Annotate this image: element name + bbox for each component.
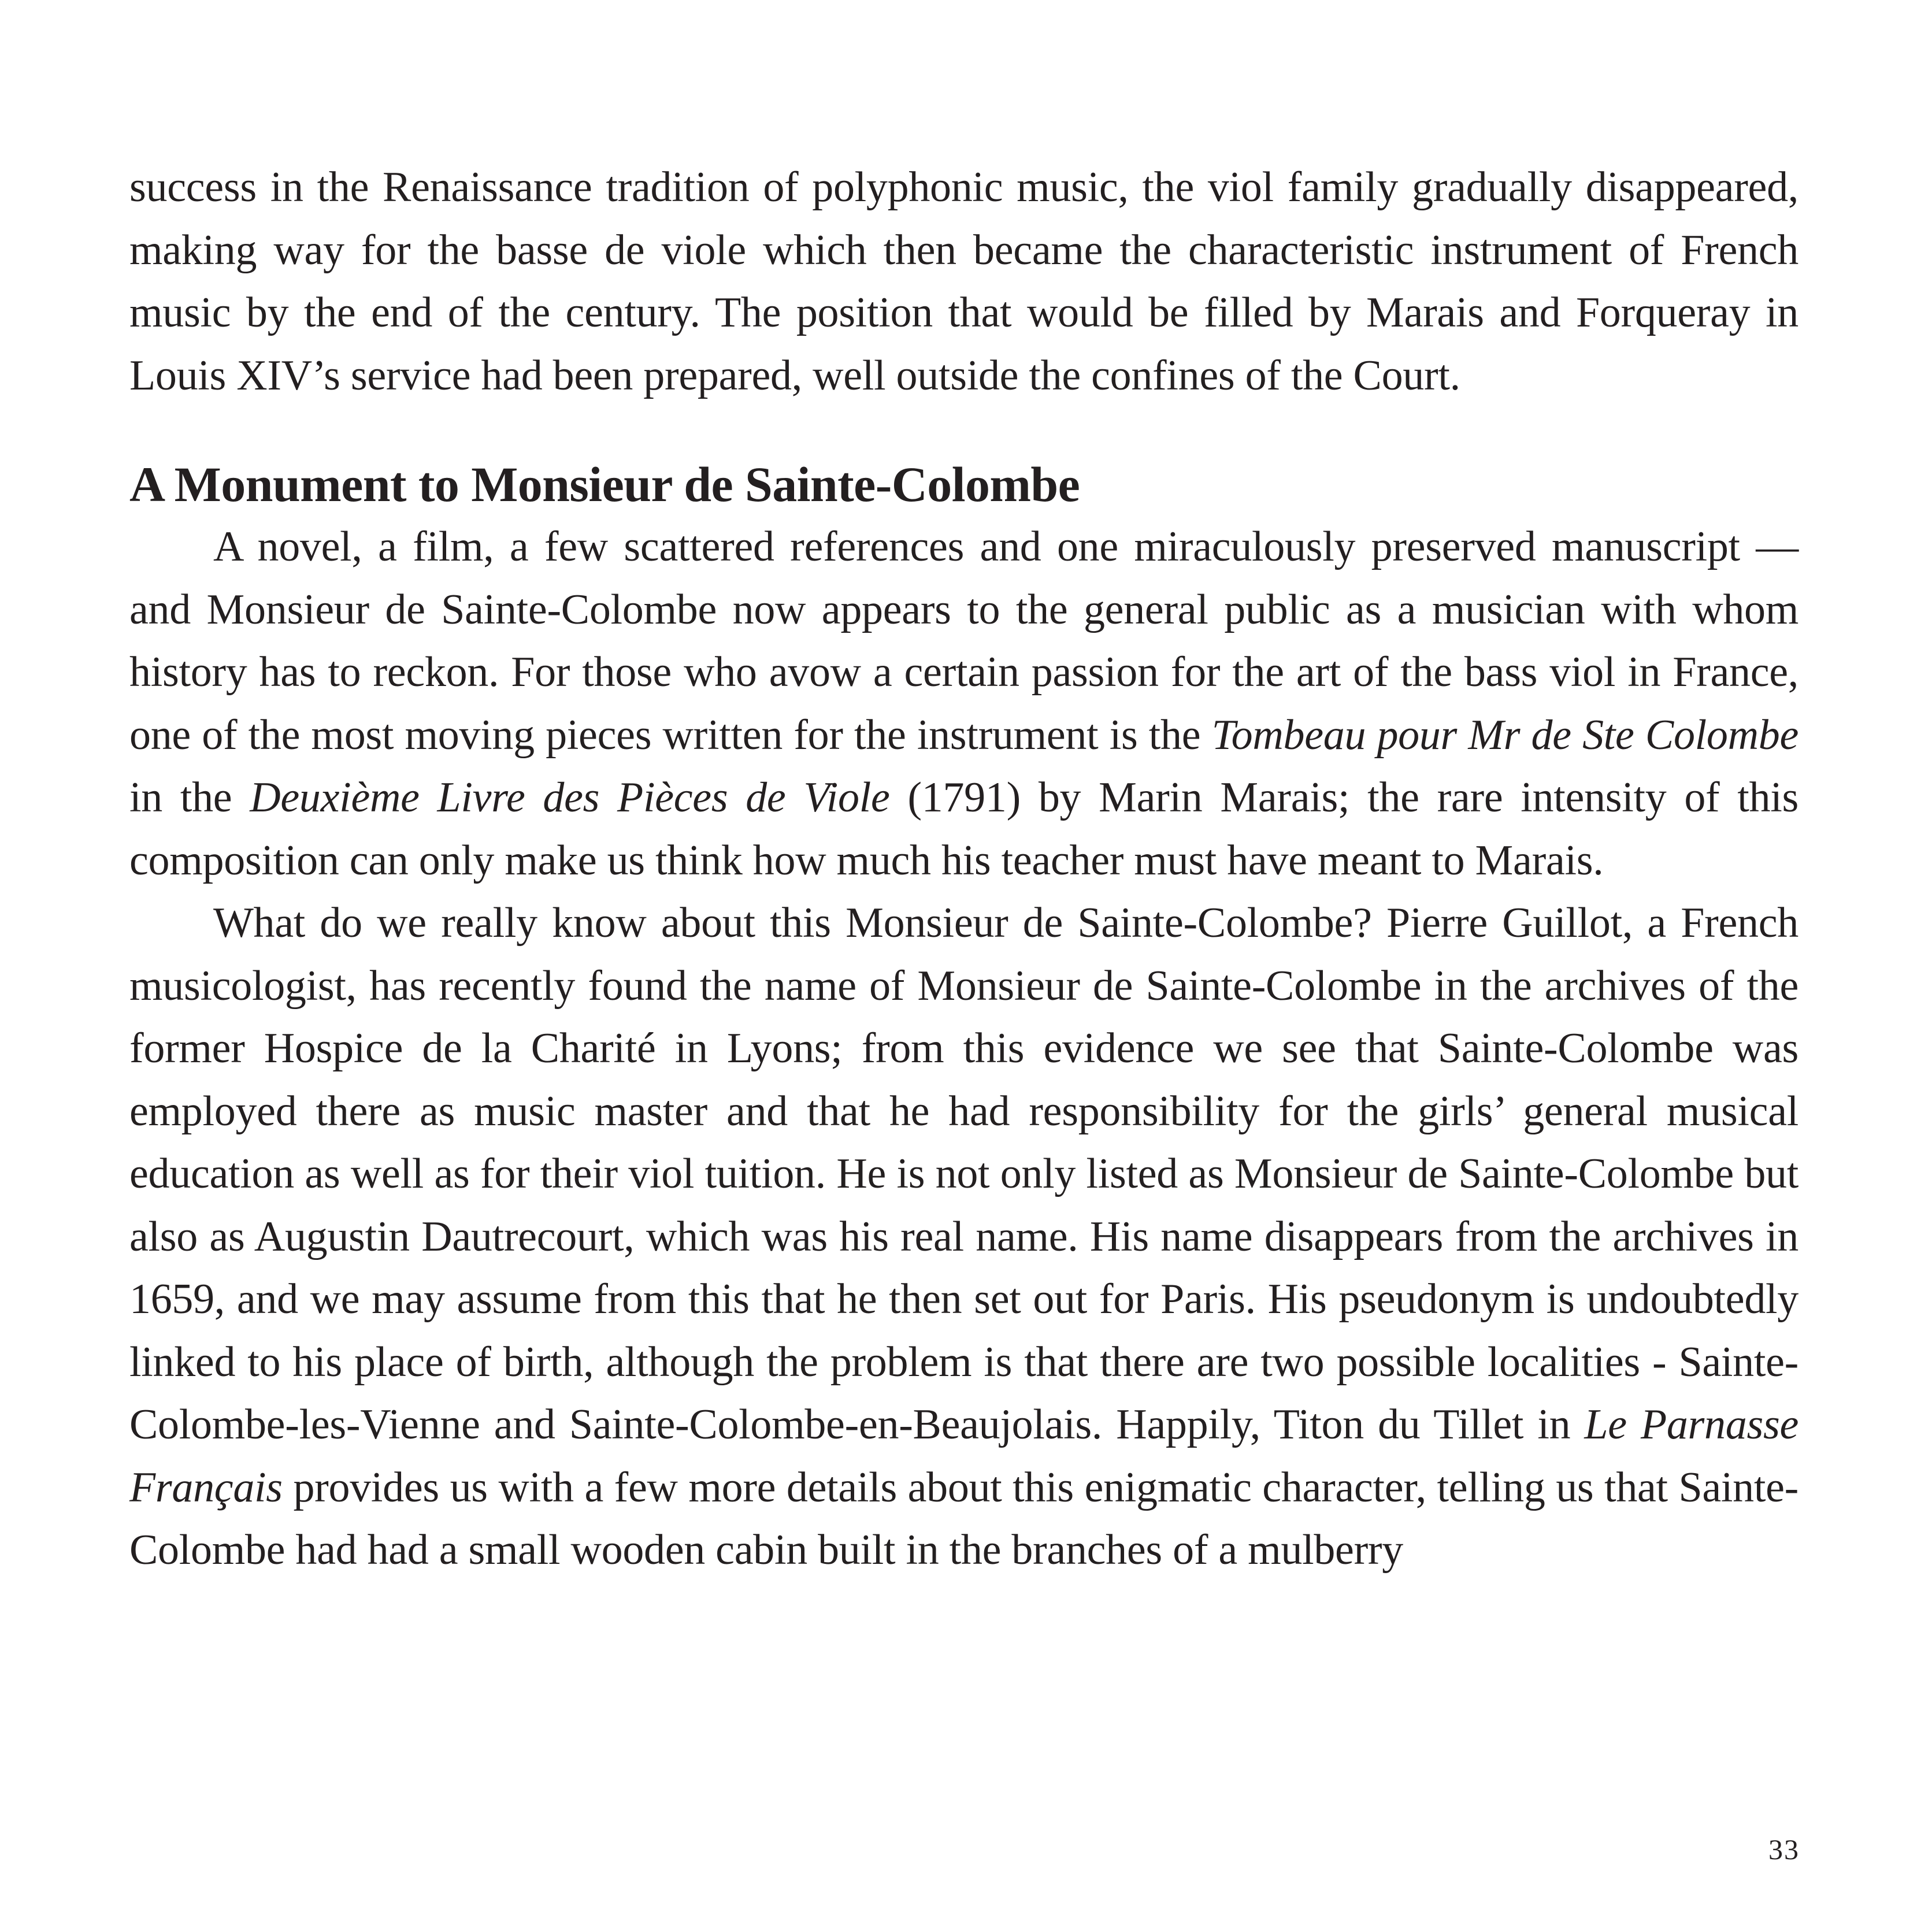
paragraph-continuation: success in the Renaissance tradition of polyphonic music, the viol family gradually disappeared, making way for the basse de viole which then became the characteristic instrument of French music by the end of the century. The position that would be filled by Marais and Forqueray in Louis XIV’s service had been prepared, well outside the confines of the Court. — [129, 164, 1798, 399]
paragraph-tombeau — [129, 516, 1798, 892]
work-title: Deuxième Livre des Pièces de Viole — [250, 774, 890, 821]
paragraph-text: in the — [129, 774, 250, 821]
paragraph-text: (1791) by Marin Marais; the rare intensity of this composition can only make us think how much his teacher must have meant to Marais. — [129, 774, 1798, 884]
paragraph-text: A novel, a film, a few scattered references and one miraculously preserved manuscript — and Monsieur de Sainte-Colombe now appears to the general public as a musician with whom history has to reckon. For those who avow a certain passion for the art of the bass viol in France, one of the most moving pieces written for the instrument is the — [129, 523, 1798, 759]
work-title: Le Parnasse Français — [129, 1401, 1798, 1511]
work-title: Tombeau pour Mr de Ste Colombe — [1211, 711, 1799, 759]
body-text — [129, 156, 1798, 1582]
paragraph-text: What do we really know about this Monsieur de Sainte-Colombe? Pierre Guillot, a French musicologist, has recently found the name of Monsieur de Sainte-Colombe in the archives of the former Hospice de la Charité in Lyons; from this evidence we see that Sainte-Colombe was employed there as music master and that he had responsibility for the girls’ general musical education as well as for their viol tuition. He is not only listed as Monsieur de Sainte-Colombe but also as Augustin Dautrecourt, which was his real name. His name disappears from the archives in 1659, and we may assume from this that he then set out for Paris. His pseudonym is undoubtedly linked to his place of birth, although the problem is that there are two possible localities - Sainte-Colombe-les-Vienne and Sainte-Colombe-en-Beaujolais. Happily, Titon du Tillet in — [129, 899, 1798, 1448]
section-heading: A Monument to Monsieur de Sainte-Colombe — [129, 457, 1080, 512]
page-number: 33 — [1768, 1833, 1800, 1866]
paragraph-text: provides us with a few more details about this enigmatic character, telling us that Sainte-Colombe had had a small wooden cabin built in the branches of a mulberry — [129, 1463, 1798, 1574]
paragraph-biography — [129, 892, 1798, 1582]
